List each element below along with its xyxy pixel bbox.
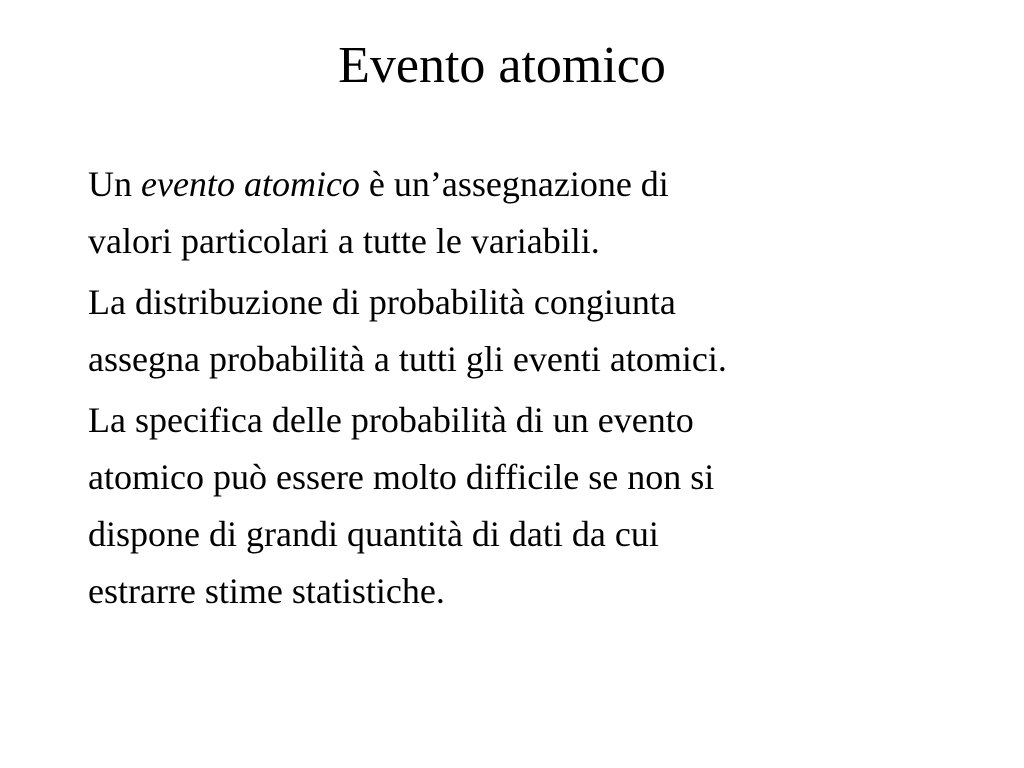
paragraph-joint-distribution (88, 274, 968, 388)
paragraph-3-line-4: estrarre stime statistiche. (88, 571, 445, 611)
paragraph-specification-difficulty (88, 392, 968, 620)
line-suffix: è un’assegnazione di (359, 164, 669, 204)
slide-body (88, 156, 968, 624)
line-prefix: Un (88, 164, 141, 204)
paragraph-2-line-1: La distribuzione di probabilità congiunta (88, 282, 676, 322)
paragraph-1-line-1 (88, 156, 968, 213)
paragraph-3-line-1: La specifica delle probabilità di un evento (88, 400, 694, 440)
paragraph-3-line-2: atomico può essere molto difficile se non si (88, 457, 715, 497)
slide-title: Evento atomico (338, 37, 666, 94)
paragraph-1-line-2: valori particolari a tutte le variabili. (88, 221, 600, 261)
paragraph-atomic-event-definition (88, 156, 968, 270)
emphasized-term: evento atomico (141, 164, 360, 204)
paragraph-3-line-3: dispone di grandi quantità di dati da cui (88, 514, 659, 554)
paragraph-2-line-2: assegna probabilità a tutti gli eventi atomici. (88, 339, 727, 379)
